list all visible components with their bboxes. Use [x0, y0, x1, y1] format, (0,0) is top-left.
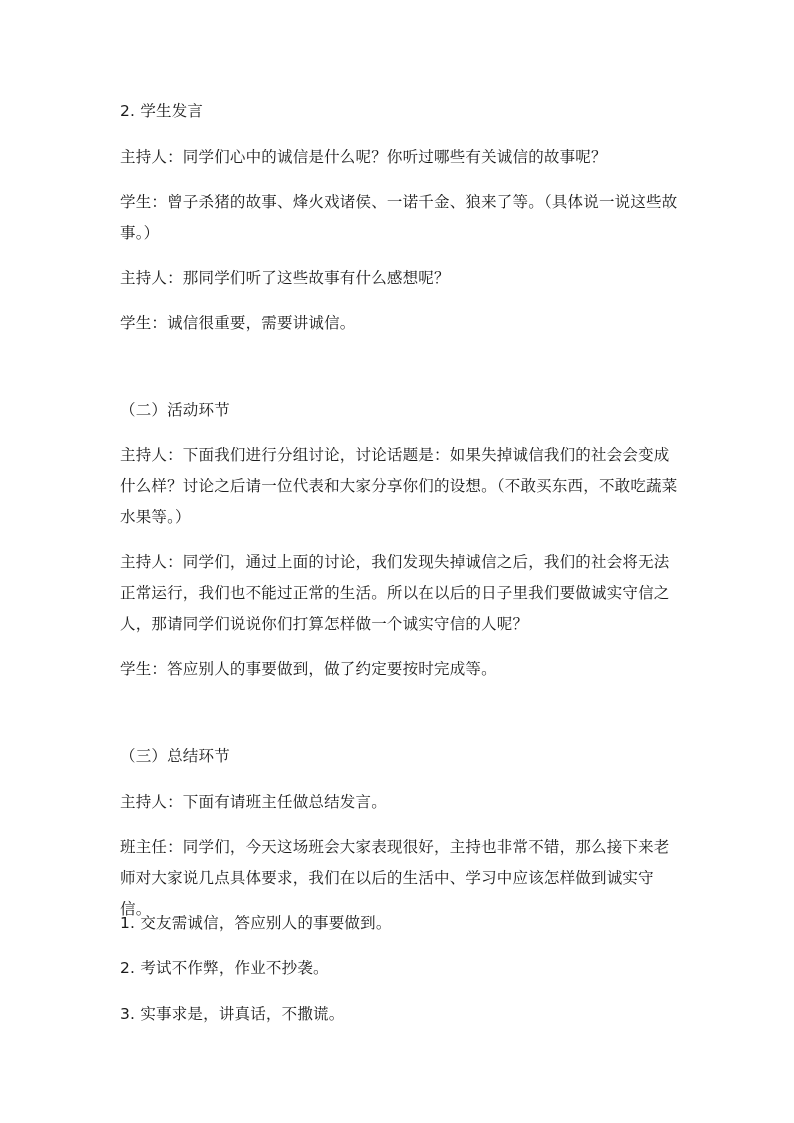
student-answer-stories: 学生：曾子杀猪的故事、烽火戏诸侯、一诺千金、狼来了等。（具体说一说这些故事。）: [120, 193, 678, 242]
teacher-summary: 班主任：同学们，今天这场班会大家表现很好，主持也非常不错，那么接下来老师对大家说几点具体要求，我们在以后的生活中、学习中应该怎样做到诚实守信。: [120, 838, 670, 918]
host-discussion-topic: 主持人：下面我们进行分组讨论，讨论话题是：如果失掉诚信我们的社会会变成什么样？讨论之后请一位代表和大家分享你们的设想。（不敢买东西，不敢吃蔬菜水果等。）: [120, 446, 678, 526]
student-answer-feeling: 学生：诚信很重要，需要讲诚信。: [120, 314, 356, 332]
requirement-item-1: 1. 交友需诚信，答应别人的事要做到。: [120, 914, 392, 932]
host-discussion-summary: 主持人：同学们，通过上面的讨论，我们发现失掉诚信之后，我们的社会将无法正常运行，我们也不能过正常的生活。所以在以后的日子里我们要做诚实守信之人，那请同学们说说你们打算怎样做一个诚实守信的人呢？: [120, 553, 670, 633]
section-heading-student-speech: 2. 学生发言: [120, 102, 204, 120]
requirement-item-3: 3. 实事求是，讲真话，不撒谎。: [120, 1005, 345, 1023]
host-invite-teacher: 主持人：下面有请班主任做总结发言。: [120, 793, 387, 811]
section-heading-activity: （二）活动环节: [120, 401, 230, 419]
host-followup: 主持人：那同学们听了这些故事有什么感想呢？: [120, 269, 450, 287]
requirement-item-2: 2. 考试不作弊，作业不抄袭。: [120, 959, 329, 977]
host-question: 主持人：同学们心中的诚信是什么呢？你听过哪些有关诚信的故事呢？: [120, 148, 607, 166]
student-answer-plan: 学生：答应别人的事要做到，做了约定要按时完成等。: [120, 660, 497, 678]
section-heading-summary: （三）总结环节: [120, 747, 230, 765]
